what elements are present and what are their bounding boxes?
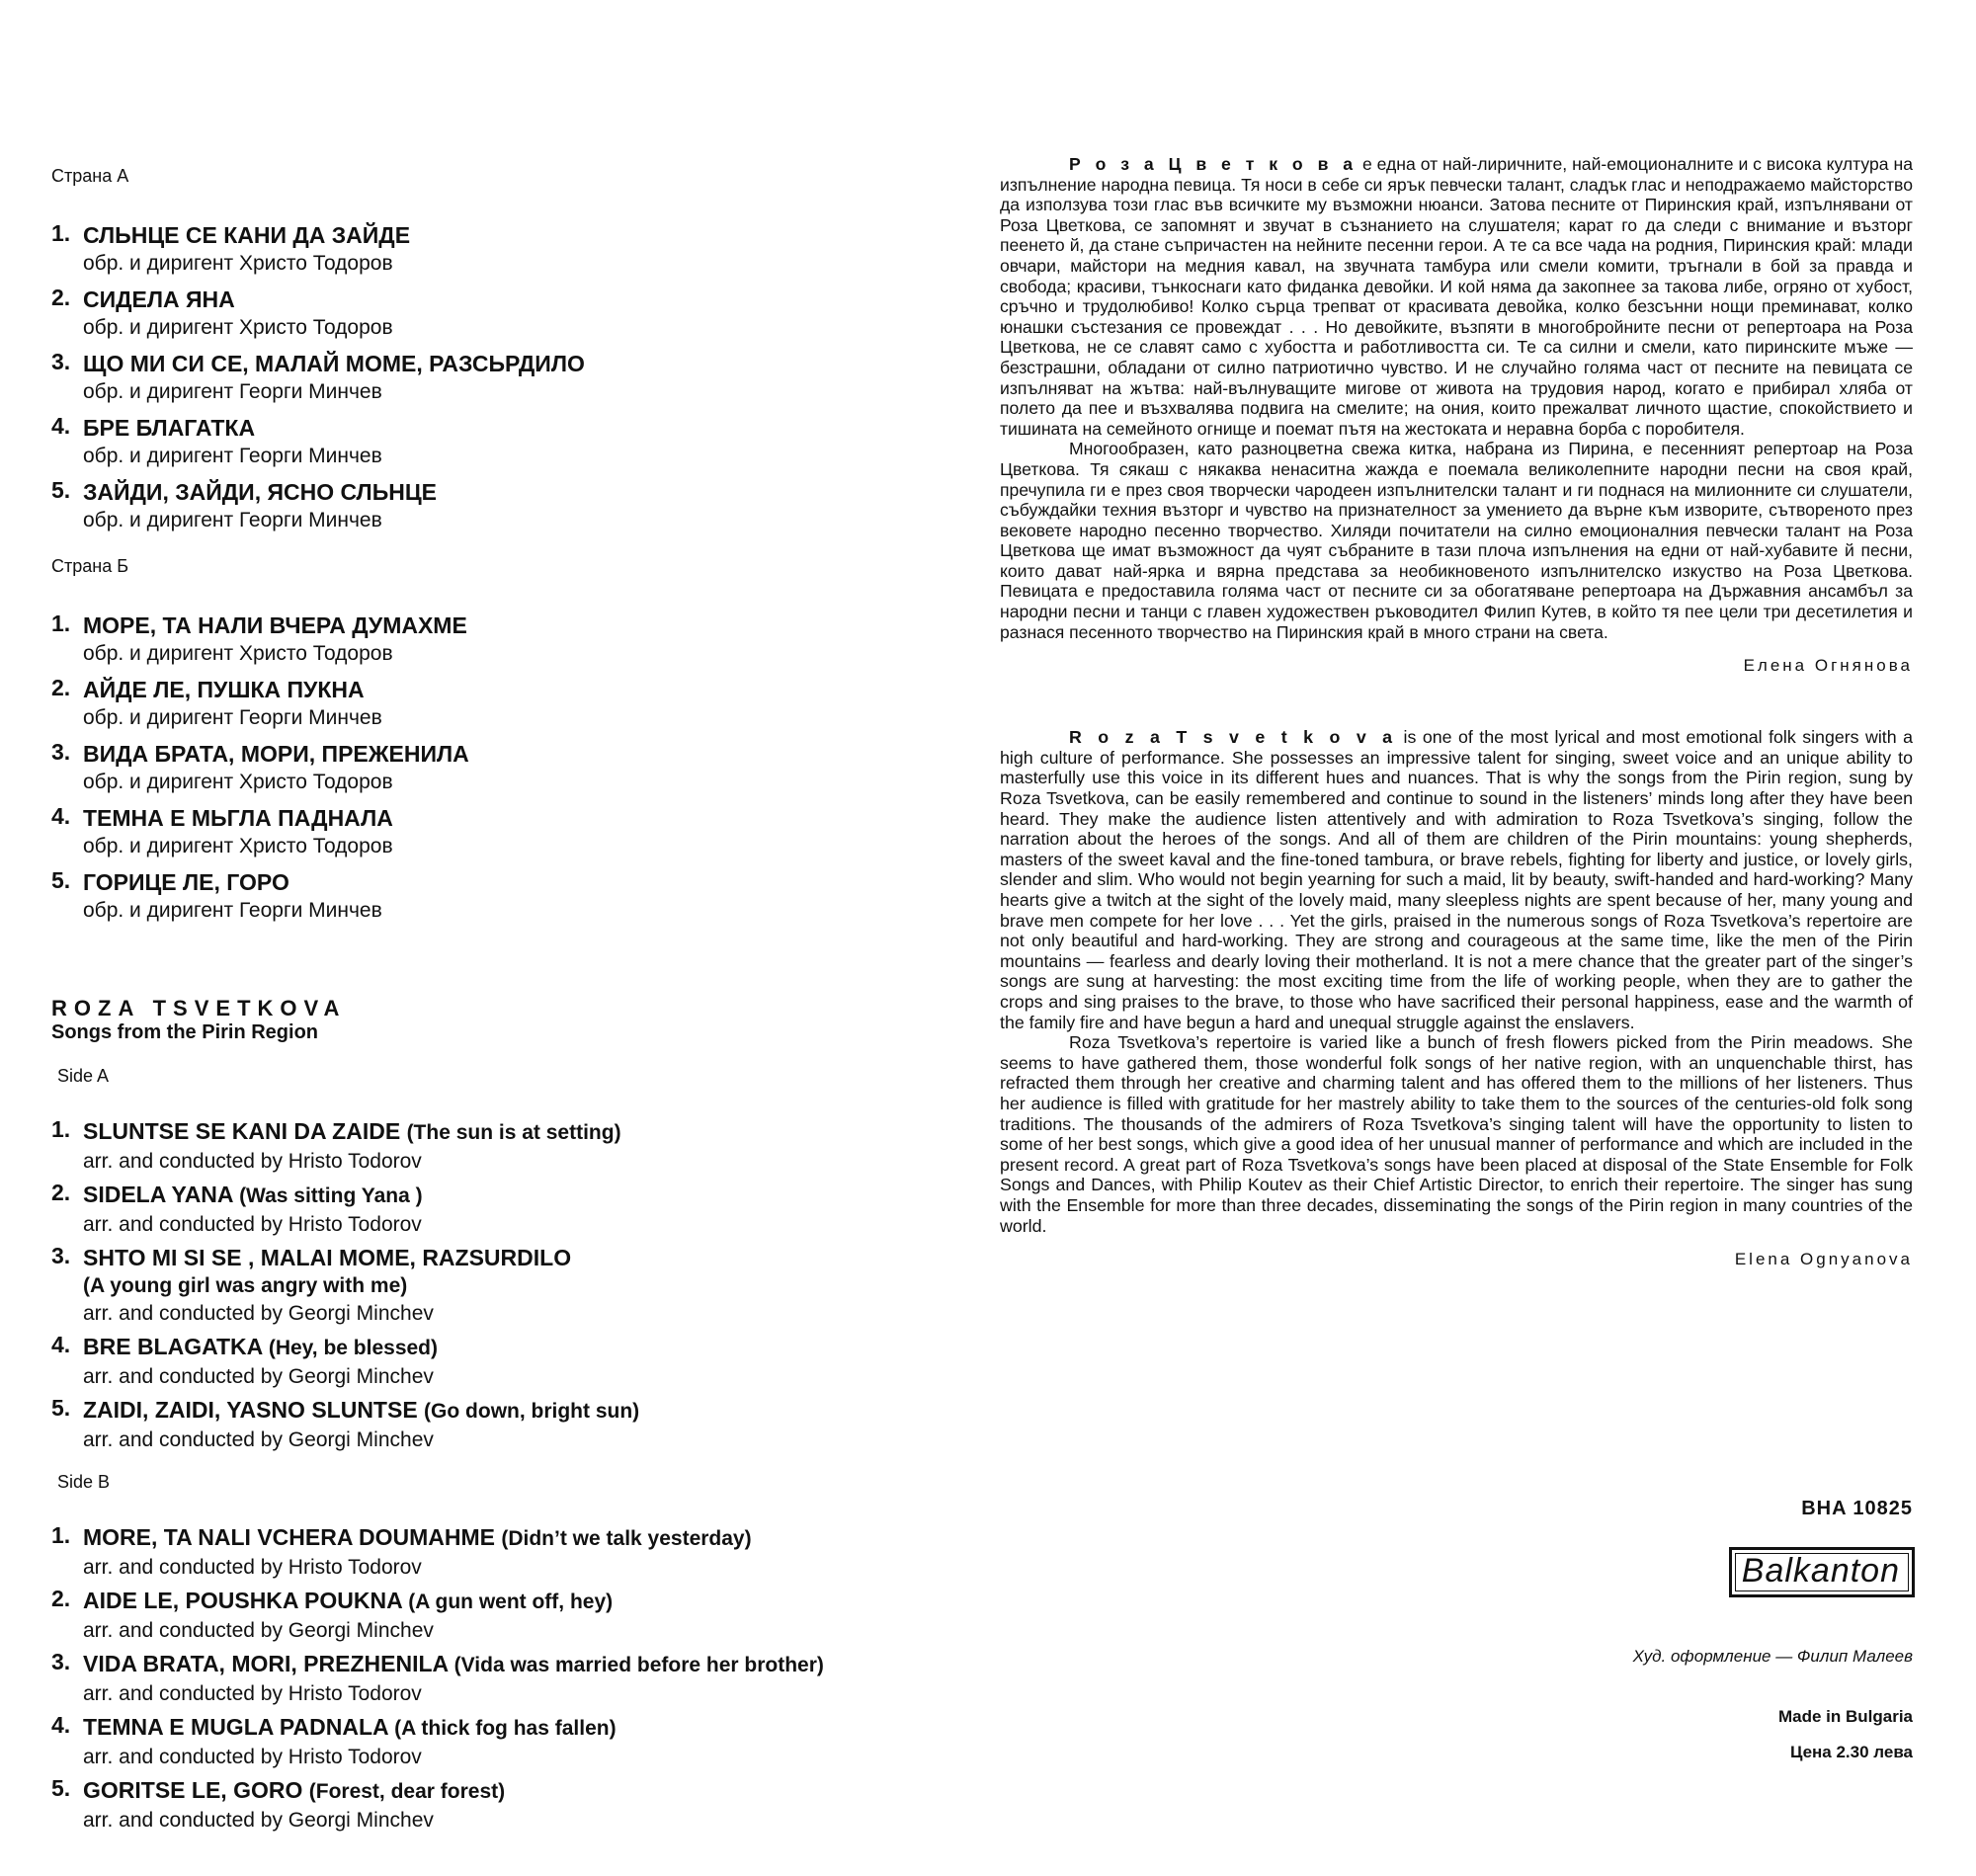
track-item [51,1395,921,1454]
track-item [51,1522,921,1582]
track-number: 4. [51,1332,71,1357]
track-title-text: VIDA BRATA, MORI, PREZHENILA [83,1651,449,1676]
track-translation: (The sun is at setting) [406,1121,621,1144]
track-item [51,867,921,925]
track-title-text: ТЕМНА Е МЬГЛА ПАДНАЛА [83,805,393,831]
track-title [83,1332,921,1363]
track-credit: обр. и диригент Христо Тодоров [83,316,393,339]
track-credit: обр. и диригент Георги Минчев [83,509,382,531]
track-title-text: БРЕ БЛАГАТКА [83,415,256,441]
balkanton-logo [1729,1547,1915,1597]
track-title-text: ГОРИЦЕ ЛЕ, ГОРО [83,869,289,895]
track-translation: (A young girl was angry with me) [83,1274,408,1297]
balkanton-logo-text: Balkanton [1741,1552,1900,1590]
track-credit: обр. и диригент Христо Тодоров [83,642,393,665]
price: Цена 2.30 лева [1789,1743,1913,1761]
track-item [51,1649,921,1708]
track-title-text: ЗАЙДИ, ЗАЙДИ, ЯСНО СЛЬНЦЕ [83,479,437,505]
track-title [83,1522,921,1554]
track-translation: (Was sitting Yana ) [239,1184,423,1207]
track-title-text: SIDELA YANA [83,1182,233,1207]
track-translation: (Vida was married before her brother) [453,1654,824,1676]
tracklist-bg-side-a [51,220,921,534]
track-translation: (A gun went off, hey) [408,1591,614,1613]
track-title-text: СИДЕЛА ЯНА [83,286,235,312]
bulgarian-text [1000,154,1913,642]
track-title [83,739,921,769]
track-number: 3. [51,1649,71,1674]
track-title-text: BRE BLAGATKA [83,1334,263,1359]
track-number: 5. [51,477,71,503]
track-credit: arr. and conducted by Georgi Minchev [83,1809,434,1832]
track-item [51,803,921,860]
track-title [83,1586,921,1617]
album-subtitle: Songs from the Pirin Region [51,1021,319,1043]
en-signature: Elena Ognyanova [1734,1250,1913,1269]
side-a-label-en: Side A [57,1066,110,1086]
track-title-text: СЛЬНЦЕ СЕ КАНИ ДА ЗАЙДЕ [83,222,411,248]
track-item [51,1180,921,1239]
bg-paragraph-2: Многообразен, като разноцветна свежа китка, набрана из Пирина, е песенният репертоар на Роза Цветкова. Тя сякаш с някаква ненаситна жажда е поемала великолепните народни песни на своя край, пречупила ги е през своя творчески чародеен изпълнителски талант и ги поднася на милионните си слушатели, събуждайки техния възторг и чувство на признателност за умението да върне към изворите, сътвореното през вековете народно песенно творчество. Хиляди почитатели на силно емоционалния певчески талант на Роза Цветкова ще имат възможност да чуят събраните в тази плоча изпълнения на едни от най-хубавите й песни, които дават най-ярка и вярна представа за необикновеното изпълнителско изкуство на Роза Цветкова. Певицата е предоставила голяма част от песните си за обогатяване репертоара на Държавния ансамбъл за народни песни и танци с главен художествен ръководител Филип Кутев, в който тя пее цели три десетилетия и разнася песенното творчество на Пиринския край в много страни на света. [1000,439,1913,642]
track-credit: обр. и диригент Георги Минчев [83,445,382,467]
track-item [51,285,921,342]
track-number: 4. [51,1712,71,1738]
track-title-text: ZAIDI, ZAIDI, YASNO SLUNTSE [83,1397,418,1423]
track-title [83,285,921,314]
track-translation: (Forest, dear forest) [308,1780,506,1803]
bg-paragraph-1-body: е една от най-лиричните, най-емоционалните и с висока култура на изпълнение народна певица. Тя носи в себе си ярък певчески талант, сладък глас и неподражаемо майсторство да използува този глас във всичките му възможни нюанси. Затова песните от Пиринския край, изпълнявани от Роза Цветкова, се запомнят и звучат в съзнанието на слушателя; карат го да следи с внимание и възторг пеенето й, да стане съпричастен на нейните песенни герои. А те са все чада на родния, Пиринския край: млади овчари, майстори на медния кавал, на звучната тамбура или смели комити, тръгнали в бой за правда и свобода; красиви, тънкоснаги като фиданка девойки. И кой няма да закопнее за такова либе, огряно от хубост, сръчно и трудолюбиво! Колко сърца трепват от красивата девойка, колко безсънни нощи преминават, колко юнашки състезания се провеждат . . . Но девойките, възпяти в многобройните песни от репертоара на Роза Цветкова, не се славят само с хубостта и работливостта си. Те са силни и смели, като пиринските мъже — безстрашни, обладани от силно патриотично чувство. И не случайно голяма част от песните на певицата се изпълняват на жътва: най-вълнуващите мигове от живота на трудовия народ, когато е прибирал хляба от полето да пее и възхвалява подвига на смелите; на ония, които прежалват личното щастие, спокойствието и тишината на семейното огнище и поемат пътя на жестоката и неравна борба с поробителя. [1000,154,1913,439]
track-credit: arr. and conducted by Georgi Minchev [83,1302,434,1325]
track-title [83,477,921,507]
track-credit: arr. and conducted by Hristo Todorov [83,1150,422,1173]
track-title [83,413,921,443]
track-number: 3. [51,1243,71,1268]
track-number: 3. [51,739,71,765]
track-title [83,1775,921,1807]
track-title-text: МОРЕ, ТА НАЛИ ВЧЕРА ДУМАХМЕ [83,612,467,638]
track-title-text: GORITSE LE, GORO [83,1777,303,1803]
side-b-label-en: Side B [57,1472,111,1492]
track-title [83,220,921,250]
bg-paragraph-1 [1000,154,1913,439]
bg-signature: Елена Огнянова [1743,656,1913,676]
track-title-text: SHTO MI SI SE , MALAI MOME, RAZSURDILO [83,1245,572,1270]
tracklist-en-side-a [51,1116,921,1454]
track-number: 4. [51,803,71,829]
track-item [51,220,921,278]
track-number: 3. [51,349,71,374]
tracklist-bg-side-b [51,611,921,925]
track-number: 5. [51,867,71,893]
track-credit: обр. и диригент Георги Минчев [83,706,382,729]
en-paragraph-1 [1000,727,1913,1032]
side-a-label-bg: Страна А [51,166,129,186]
tracklist-en-side-b [51,1522,921,1835]
track-title [83,1649,921,1680]
track-number: 5. [51,1775,71,1801]
track-item [51,1332,921,1391]
en-paragraph-2: Roza Tsvetkova’s repertoire is varied like a bunch of fresh flowers picked from the Pirin meadows. She seems to have gathered them, those wonderful folk songs of her native region, with an unquenchable thirst, has refracted them through her creative and charming talent and has offered them to the millions of her listeners. Thus her audience is filled with gratitude for her mastrely ability to take them to the sources of the centuries-old folk song traditions. The thousands of the admirers of Roza Tsvetkova’s singing talent will have the opportunity to listen to some of her best songs, which give a good idea of her unusual manner of performance and which are included in the present record. A great part of Roza Tsvetkova’s songs have been placed at disposal of the State Ensemble for Folk Songs and Dances, with Philip Koutev as their Chief Artistic Director, to enrich their repertoire. The singer has sung with the Ensemble for more than three decades, disseminating the songs of the Pirin region in many countries of the world. [1000,1032,1913,1236]
side-b-label-bg: Страна Б [51,556,129,576]
track-item [51,1116,921,1176]
track-credit: обр. и диригент Георги Минчев [83,380,382,403]
track-translation: (Hey, be blessed) [268,1337,438,1359]
track-number: 2. [51,675,71,700]
track-item [51,1775,921,1835]
track-item [51,739,921,796]
track-title [83,1243,921,1272]
track-title-text: AIDE LE, POUSHKA POUKNA [83,1588,402,1613]
track-credit: arr. and conducted by Georgi Minchev [83,1428,434,1451]
track-title [83,675,921,704]
bg-text-name: Р о з а Ц в е т к о в а [1069,154,1358,174]
track-title [83,867,921,897]
track-item [51,675,921,732]
track-number: 1. [51,1522,71,1548]
en-paragraph-1-body: is one of the most lyrical and most emotional folk singers with a high culture of performance. She possesses an impressive talent for singing, sweet voice and an unique ability to masterfully use this voice in its different hues and nuances. That is why the songs from the Pirin region, sung by Roza Tsvetkova, can be easily remembered and continue to sound in the listeners’ minds long after they have been heard. They make the audience listen attentively and with admiration to Roza Tsvetkova’s singing, follow the narration about the heroes of the songs. And all of them are children of the Pirin mountains: young shepherds, masters of the sweet kaval and the fine-toned tambura, or brave rebels, fighting for liberty and justice, or lovely girls, slender and slim. Who would not begin yearning for such a maid, lit by beauty, swift-handed and hard-working? Many hearts give a twitch at the sight of the lovely maid, many sleepless nights are spent because of her, many young and brave men compete for her love . . . Yet the girls, praised in the numerous songs of Roza Tsvetkova’s repertoire are not only beautiful and hard-working. They are strong and courageous at the same time, like the men of the Pirin mountains — fearless and dearly loving their motherland. It is not a mere chance that the greater part of the singer’s songs are sung at harvesting: the most exciting time from the life of working people, when they are to gather the crops and sing praises to the brave, to those who have sacrificed their personal happiness, ease and the warmth of the family fire and have begun a hard and unequal struggle against the enslavers. [1000,727,1913,1032]
track-title [83,1116,921,1148]
track-credit: обр. и диригент Георги Минчев [83,899,382,922]
english-text [1000,727,1913,1236]
track-number: 2. [51,285,71,310]
track-number: 5. [51,1395,71,1421]
track-credit: arr. and conducted by Hristo Todorov [83,1746,422,1768]
track-title-text: SLUNTSE SE KANI DA ZAIDE [83,1118,401,1144]
track-item [51,477,921,534]
track-item [51,1243,921,1328]
track-item [51,1712,921,1771]
catalog-number: BHA 10825 [1801,1498,1913,1519]
en-text-name: R o z a T s v e t k o v a [1069,727,1398,748]
track-title-text: MORE, TA NALI VCHERA DOUMAHME [83,1524,495,1550]
track-translation: (Didn’t we talk yesterday) [501,1527,752,1550]
track-credit: обр. и диригент Христо Тодоров [83,835,393,857]
track-credit: arr. and conducted by Hristo Todorov [83,1556,422,1579]
made-in: Made in Bulgaria [1777,1707,1913,1726]
track-number: 2. [51,1586,71,1611]
track-credit: arr. and conducted by Hristo Todorov [83,1213,422,1236]
track-item [51,1586,921,1645]
track-title [83,1180,921,1211]
track-credit: arr. and conducted by Georgi Minchev [83,1365,434,1388]
track-title [83,1712,921,1744]
track-title-text: TEMNA E MUGLA PADNALA [83,1714,388,1740]
design-credit: Худ. оформление — Филип Малеев [1632,1647,1913,1666]
track-credit: обр. и диригент Христо Тодоров [83,252,393,275]
track-item [51,349,921,406]
track-credit: arr. and conducted by Georgi Minchev [83,1619,434,1642]
track-title-text: АЙДЕ ЛЕ, ПУШКА ПУКНА [83,677,365,702]
track-number: 1. [51,611,71,636]
track-number: 1. [51,1116,71,1142]
track-credit: arr. and conducted by Hristo Todorov [83,1682,422,1705]
right-column [1000,154,1913,1269]
track-number: 2. [51,1180,71,1205]
album-artist: ROZA TSVETKOVA [51,996,347,1020]
track-number: 4. [51,413,71,439]
track-translation: (Go down, bright sun) [424,1400,640,1423]
track-title-text: ЩО МИ СИ СЕ, МАЛАЙ МОМЕ, РАЗСЬРДИЛО [83,351,585,376]
track-title [83,803,921,833]
left-column [51,166,921,1835]
track-item [51,413,921,470]
track-item [51,611,921,668]
track-title [83,611,921,640]
track-translation: (A thick fog has fallen) [394,1717,617,1740]
track-title-text: ВИДА БРАТА, МОРИ, ПРЕЖЕНИЛА [83,741,469,767]
track-title [83,349,921,378]
track-title [83,1395,921,1427]
track-credit: обр. и диригент Христо Тодоров [83,771,393,793]
track-number: 1. [51,220,71,246]
